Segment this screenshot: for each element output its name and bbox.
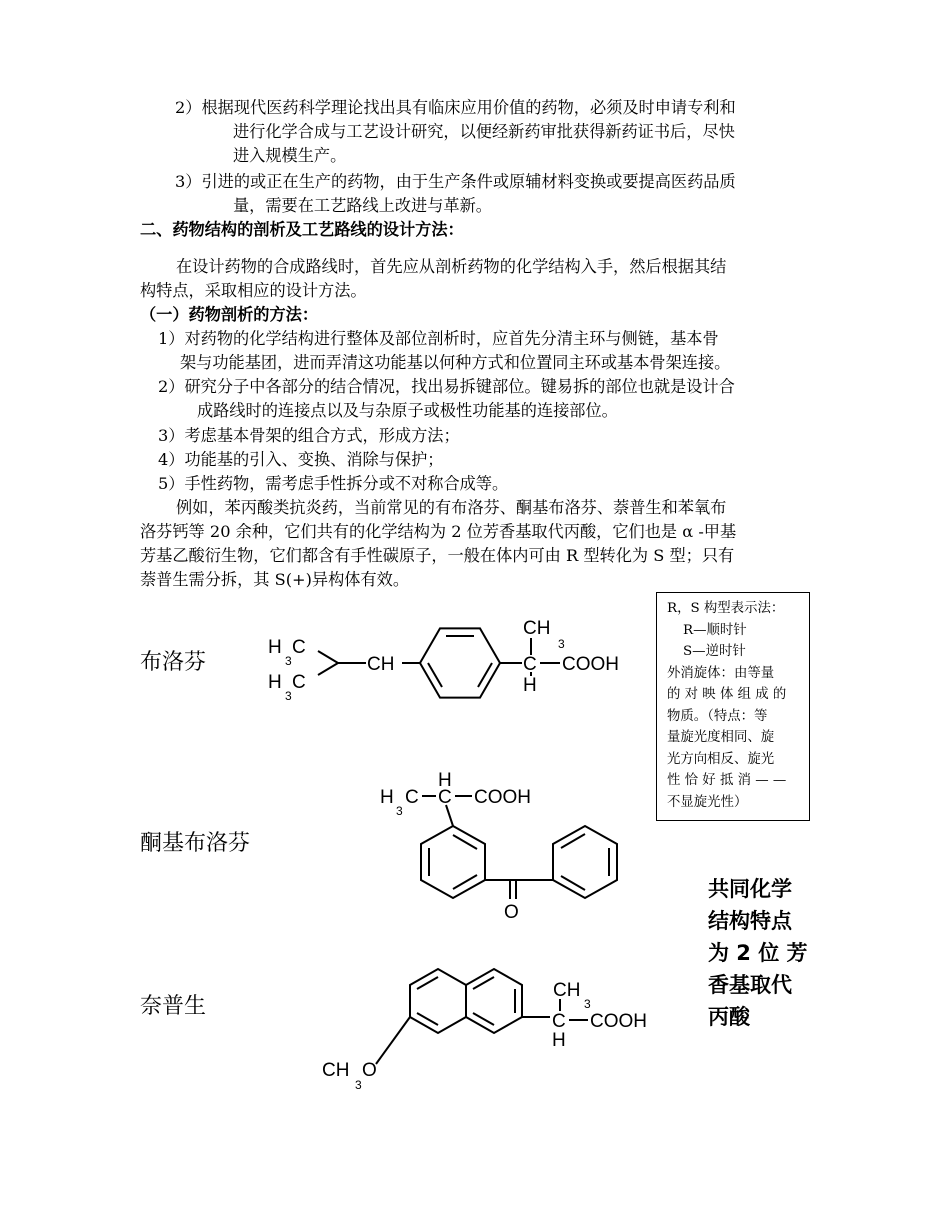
text-line-5: 量，需要在工艺路线上改进与革新。 (233, 196, 492, 215)
atom-subscript: 3 (584, 997, 591, 1011)
side-note-line: 共同化学 (708, 877, 792, 901)
bond (478, 663, 492, 687)
atom-label: COOH (590, 1011, 647, 1032)
text-line-11: 架与功能基团，进而弄清这功能基以何种方式和位置同主环或基本骨架连接。 (180, 353, 731, 372)
atom-subscript: 3 (355, 1078, 362, 1092)
ketoprofen-structure (380, 770, 617, 923)
text-line-1: 2）根据现代医药科学理论找出具有临床应用价值的药物，必须及时申请专利和 (175, 98, 736, 117)
note-line: R—顺时针 (683, 622, 747, 638)
atom-label: O (362, 1060, 377, 1081)
atom-label: C (552, 1011, 566, 1032)
naphthalene-ring-left (410, 969, 466, 1033)
atom-label: C (292, 637, 306, 658)
atom-label: C (523, 654, 537, 675)
note-line: 量旋光度相同、旋 (667, 730, 775, 745)
text-line-18: 洛芬钙等 20 余种，它们共有的化学结构为 2 位芳香基取代丙酸，它们也是 α -甲基 (140, 522, 737, 541)
note-line: S—逆时针 (683, 644, 746, 659)
naproxen-structure (322, 969, 647, 1092)
side-note-line: 丙酸 (708, 1005, 750, 1029)
atom-subscript: 3 (396, 804, 403, 818)
note-line: 外消旋体：由等量 (667, 665, 775, 681)
atom-label: H (523, 675, 537, 696)
ibuprofen-structure (268, 618, 619, 703)
text-line-7: 在设计药物的合成路线时，首先应从剖析药物的化学结构入手，然后根据其结 (176, 257, 727, 276)
text-line-10: 1）对药物的化学结构进行整体及部位剖析时，应首先分清主环与侧链，基本骨 (158, 329, 719, 348)
text-line-16: 5）手性药物，需考虑手性拆分或不对称合成等。 (158, 474, 509, 493)
bond (561, 876, 585, 890)
atom-label: H (552, 1030, 566, 1051)
text-line-19: 芳基乙酸衍生物，它们都含有手性碳原子，一般在体内可由 R 型转化为 S 型；只有 (140, 546, 735, 565)
atom-subscript: 3 (285, 654, 292, 668)
atom-label: COOH (474, 787, 531, 808)
atom-label: C (292, 672, 306, 693)
note-line: 光方向相反、旋光 (667, 751, 775, 767)
atom-label: C (438, 787, 452, 808)
bond (318, 663, 338, 675)
text-line-12: 2）研究分子中各部分的结合情况，找出易拆键部位。键易拆的部位也就是设计合 (158, 377, 735, 396)
drug-name-naproxen: 奈普生 (140, 994, 207, 1019)
bond (318, 651, 338, 663)
benzene-ring (420, 628, 500, 697)
bond (428, 663, 442, 687)
atom-subscript: 3 (558, 637, 565, 651)
atom-subscript: 3 (285, 689, 292, 703)
benzene-ring (553, 826, 617, 898)
text-line-8: 构特点，采取相应的设计方法。 (140, 281, 367, 300)
atom-label: CH (553, 980, 581, 1001)
subsection-heading: （一）药物剖析的方法： (140, 305, 319, 324)
atom-label: COOH (562, 654, 619, 675)
text-line-3: 进入规模生产。 (233, 146, 347, 165)
naphthalene-ring-right (466, 969, 522, 1033)
text-line-4: 3）引进的或正在生产的药物，由于生产条件或原辅材料变换或要提高医药品质 (175, 172, 736, 191)
note-line: 物质。（特点：等 (667, 708, 768, 724)
atom-label: CH (367, 654, 395, 675)
section-heading: 二、药物结构的剖析及工艺路线的设计方法： (140, 220, 464, 239)
text-line-17: 例如，苯丙酸类抗炎药，当前常见的有布洛芬、酮基布洛芬、萘普生和苯氧布 (176, 498, 727, 517)
atom-label: H (268, 672, 282, 693)
atom-label: CH (523, 618, 551, 639)
note-line: R，S 构型表示法： (667, 601, 785, 616)
bond (561, 834, 585, 848)
atom-label: O (504, 902, 519, 923)
drug-name-ibuprofen: 布洛芬 (140, 650, 207, 675)
drug-name-ketoprofen: 酮基布洛芬 (140, 831, 251, 856)
note-line: 的 对 映 体 组 成 的 (667, 687, 787, 702)
text-line-2: 进行化学合成与工艺设计研究，以便经新药审批获得新药证书后，尽快 (233, 122, 735, 141)
atom-label: H (380, 787, 394, 808)
side-note-line: 结构特点 (708, 909, 792, 933)
atom-label: C (405, 787, 419, 808)
note-line: 性 恰 好 抵 消 — — (667, 773, 787, 788)
text-line-20: 萘普生需分拆，其 S(+)异构体有效。 (140, 570, 410, 589)
text-line-15: 4）功能基的引入、变换、消除与保护； (158, 450, 444, 469)
benzene-ring (421, 826, 485, 898)
atom-label: CH (322, 1060, 350, 1081)
text-line-14: 3）考虑基本骨架的组合方式，形成方法； (158, 426, 460, 445)
atom-label: H (268, 637, 282, 658)
bond (376, 1017, 410, 1064)
atom-label: H (438, 770, 452, 791)
bond (446, 805, 453, 826)
note-line: 不显旋光性） (667, 794, 748, 810)
text-line-13: 成路线时的连接点以及与杂原子或极性功能基的连接部位。 (197, 401, 618, 420)
side-note-line: 香基取代 (708, 973, 792, 997)
side-note-line: 为 2 位 芳 (708, 941, 808, 965)
